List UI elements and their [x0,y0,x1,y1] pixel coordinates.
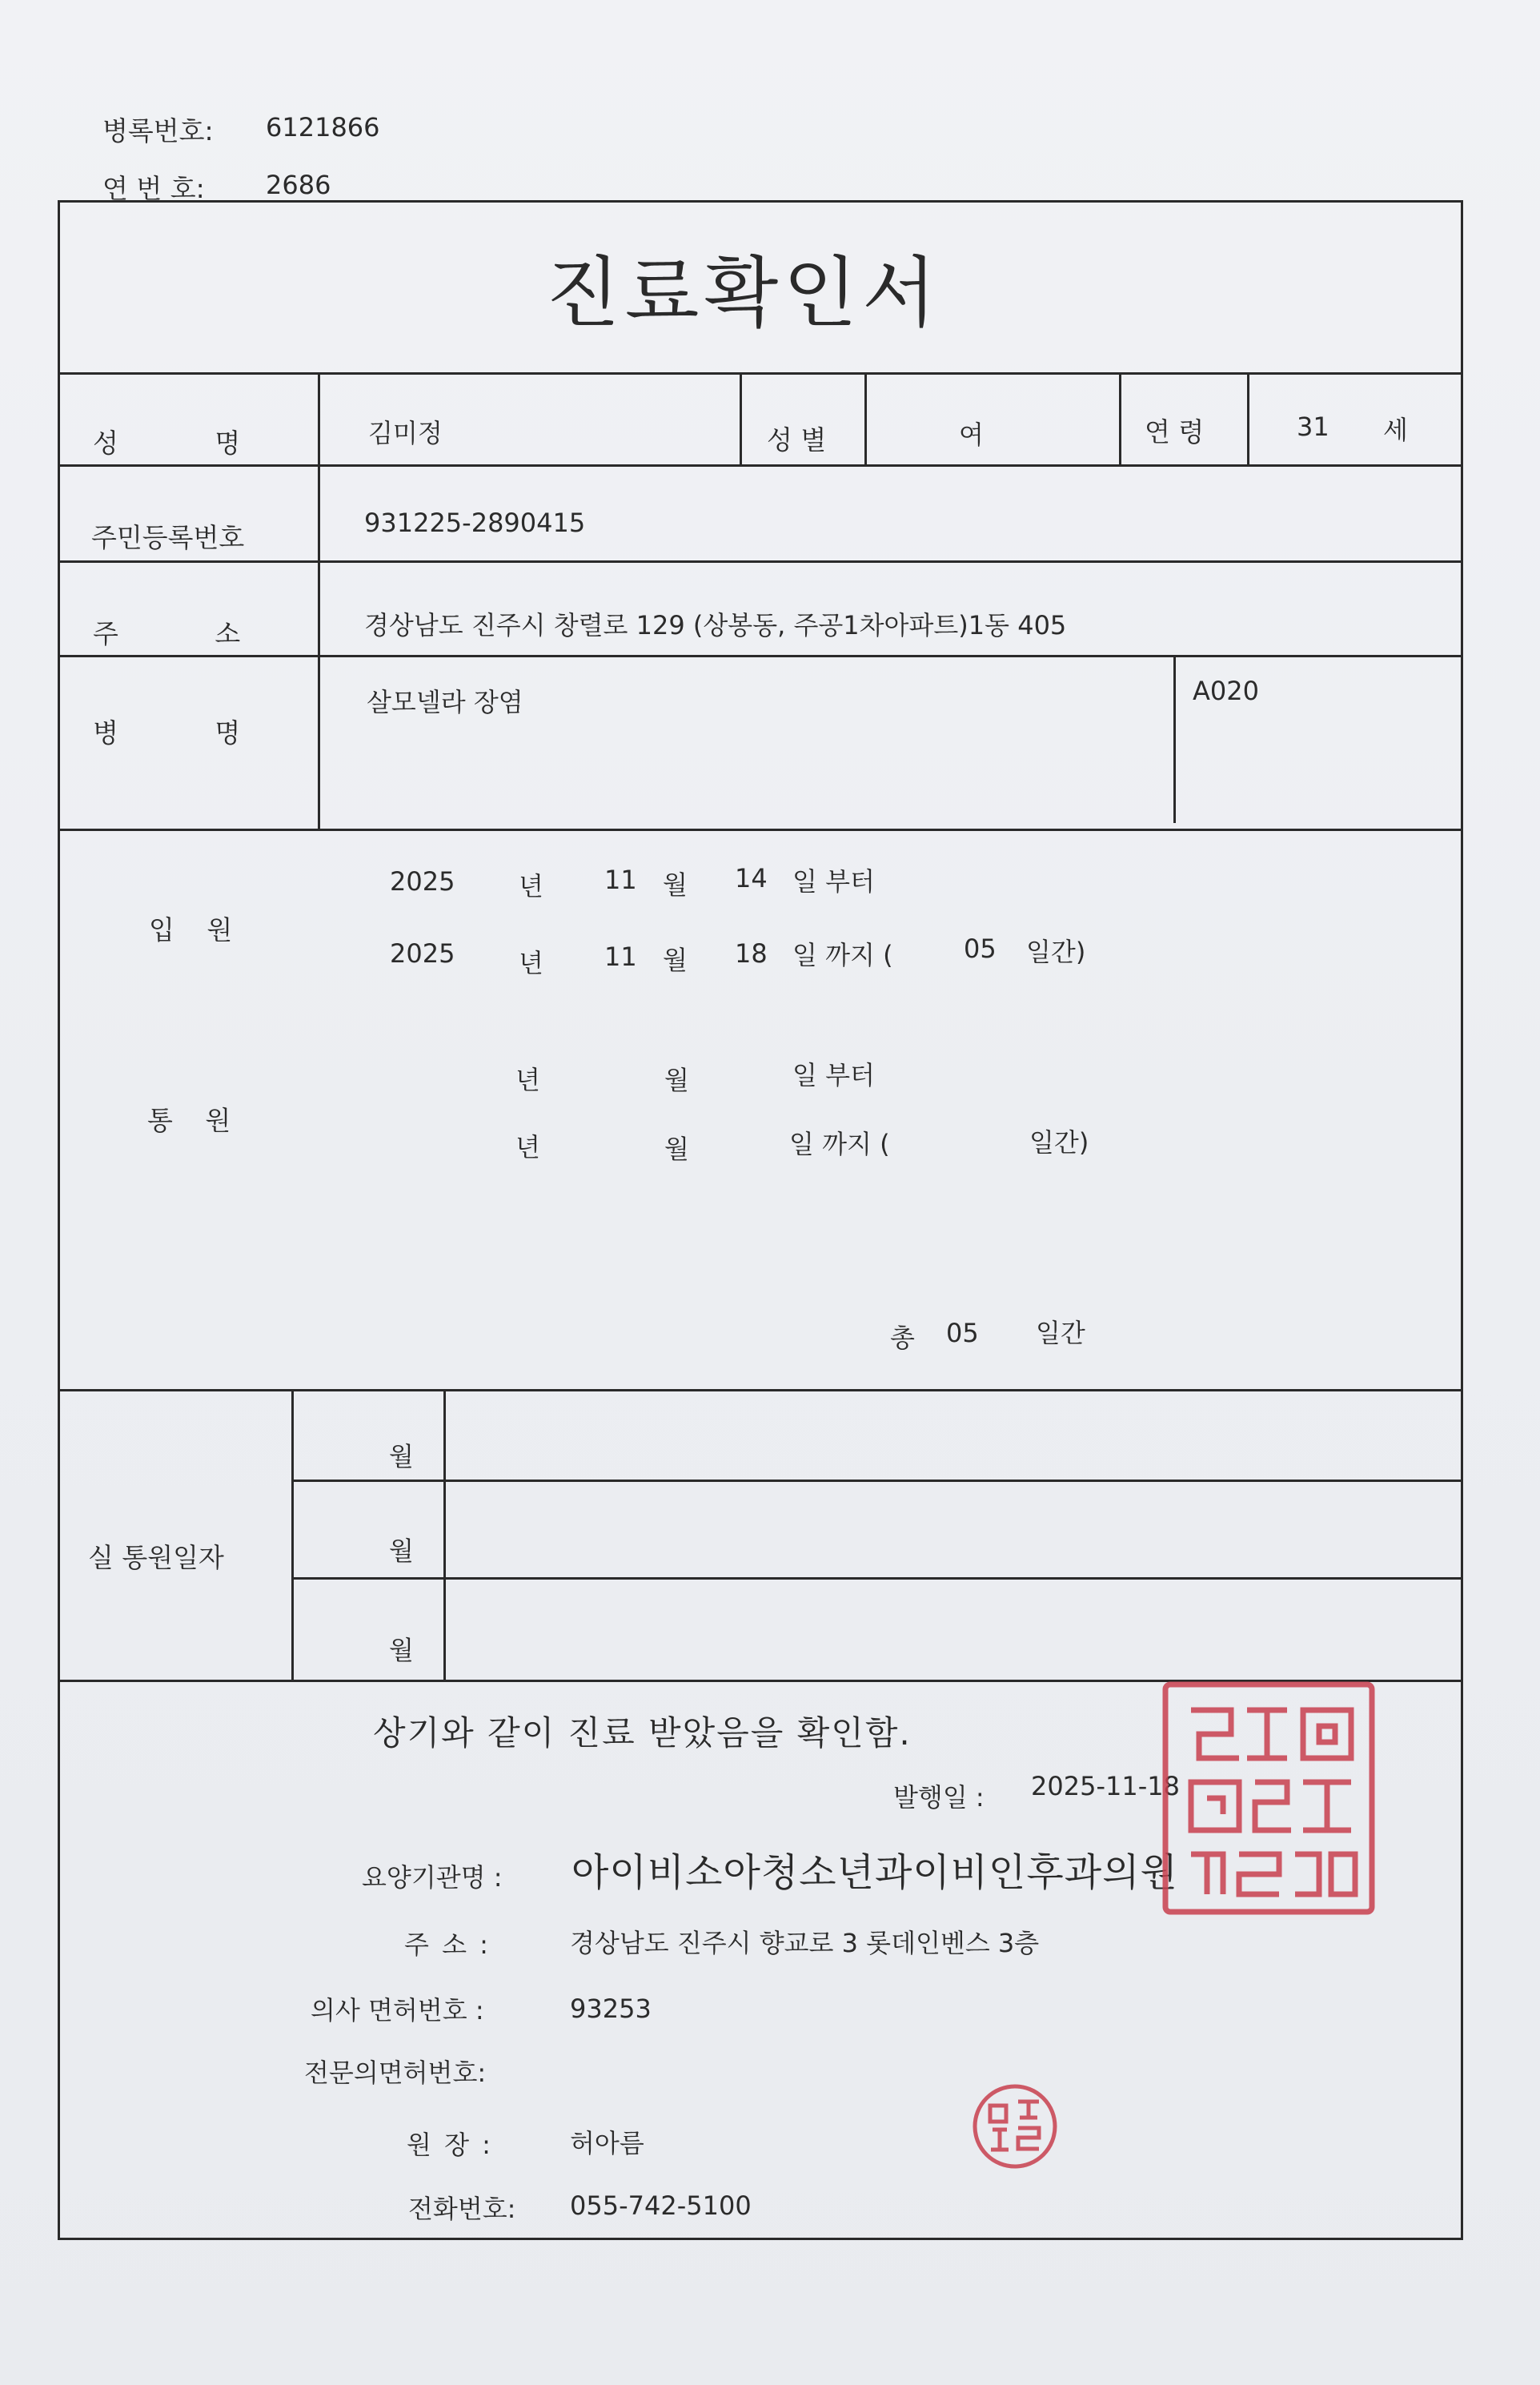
record-no-value: 6121866 [266,112,380,143]
outpatient-month-char: 월 [664,1134,689,1164]
divider [291,1389,294,1680]
issue-date-label: 발행일 : [893,1782,985,1813]
total-days: 05 [946,1318,979,1348]
outpatient-from-suffix: 일 부터 [792,1060,875,1090]
admission-year-char: 년 [519,948,543,978]
patient-address: 경상남도 진주시 창렬로 129 (상봉동, 주공1차아파트)1동 405 [364,610,1067,640]
outpatient-label: 통 원 [147,1105,231,1136]
actual-visits-label: 실 통원일자 [88,1542,224,1573]
disease-name: 살모넬라 장염 [367,687,523,717]
serial-no-label: 연 번 호: [102,173,205,204]
admission-year-char: 년 [519,871,543,901]
doctor-license-label: 의사 면허번호 : [311,1995,484,2026]
director-name: 허아름 [570,2128,644,2158]
admission-from-day: 14 [735,863,768,893]
admission-to-month: 11 [604,942,637,972]
institution-seal-stamp [1159,1678,1380,1918]
specialist-license-label: 전문의면허번호: [304,2058,487,2088]
divider [1247,372,1249,464]
outpatient-year-char: 년 [515,1065,540,1095]
patient-sex: 여 [959,420,984,450]
issue-date: 2025-11-18 [1031,1771,1180,1801]
outpatient-month-char: 월 [664,1065,689,1095]
visit-month-1: 월 [389,1441,414,1472]
director-seal-stamp [970,2082,1060,2171]
page-title: 진료확인서 [546,248,941,338]
divider [58,1389,1463,1391]
director-label: 원 장 : [407,2130,491,2160]
age-label: 연 령 [1145,416,1205,448]
admission-to-suffix: 일 까지 ( [792,940,893,970]
divider [58,372,1463,375]
divider [58,829,1463,831]
visit-month-3: 월 [389,1635,414,1665]
patient-age: 31 [1297,412,1329,442]
rrn-label: 주민등록번호 [91,522,245,553]
divider [293,1480,1463,1482]
address-label: 주 소 [93,618,241,649]
admission-days-suffix: 일간) [1026,937,1086,967]
outpatient-to-suffix: 일 까지 ( [789,1129,890,1159]
divider [1173,655,1176,823]
admission-from-year: 2025 [390,866,455,897]
phone-number: 055-742-5100 [570,2190,752,2221]
confirmation-text: 상기와 같이 진료 받았음을 확인함. [373,1713,912,1753]
age-unit: 세 [1383,415,1408,445]
divider [318,372,320,829]
patient-rrn: 931225-2890415 [364,508,586,538]
divider [293,1577,1463,1580]
admission-label: 입 원 [149,914,233,946]
serial-no-value: 2686 [266,170,331,200]
doctor-license: 93253 [570,1994,652,2024]
sex-label: 성 별 [767,424,827,456]
institution-name: 아이비소아청소년과이비인후과의원 [571,1850,1178,1895]
divider [1119,372,1121,464]
total-label: 총 [890,1323,915,1353]
admission-from-suffix: 일 부터 [792,866,875,897]
disease-code: A020 [1193,676,1259,706]
divider [443,1389,446,1680]
outpatient-year-char: 년 [515,1132,540,1162]
visit-month-2: 월 [389,1536,414,1566]
patient-name: 김미정 [368,418,443,448]
institution-name-label: 요양기관명 : [362,1862,503,1893]
divider [864,372,867,464]
institution-address: 경상남도 진주시 향교로 3 롯데인벤스 3층 [570,1928,1040,1958]
total-unit: 일간 [1036,1318,1085,1348]
record-no-label: 병록번호: [102,115,214,147]
divider [58,560,1463,563]
divider [740,372,742,464]
admission-days: 05 [964,934,997,964]
institution-address-label: 주 소 : [404,1929,488,1960]
admission-to-year: 2025 [390,938,455,969]
admission-from-month: 11 [604,865,637,895]
divider [58,464,1463,467]
name-label: 성 명 [93,428,241,459]
phone-label: 전화번호: [408,2194,516,2224]
admission-month-char: 월 [663,945,688,975]
outpatient-days-suffix: 일간) [1029,1127,1089,1158]
admission-month-char: 월 [663,869,688,900]
disease-label: 병 명 [93,717,241,749]
admission-to-day: 18 [735,938,768,969]
divider [58,655,1463,657]
